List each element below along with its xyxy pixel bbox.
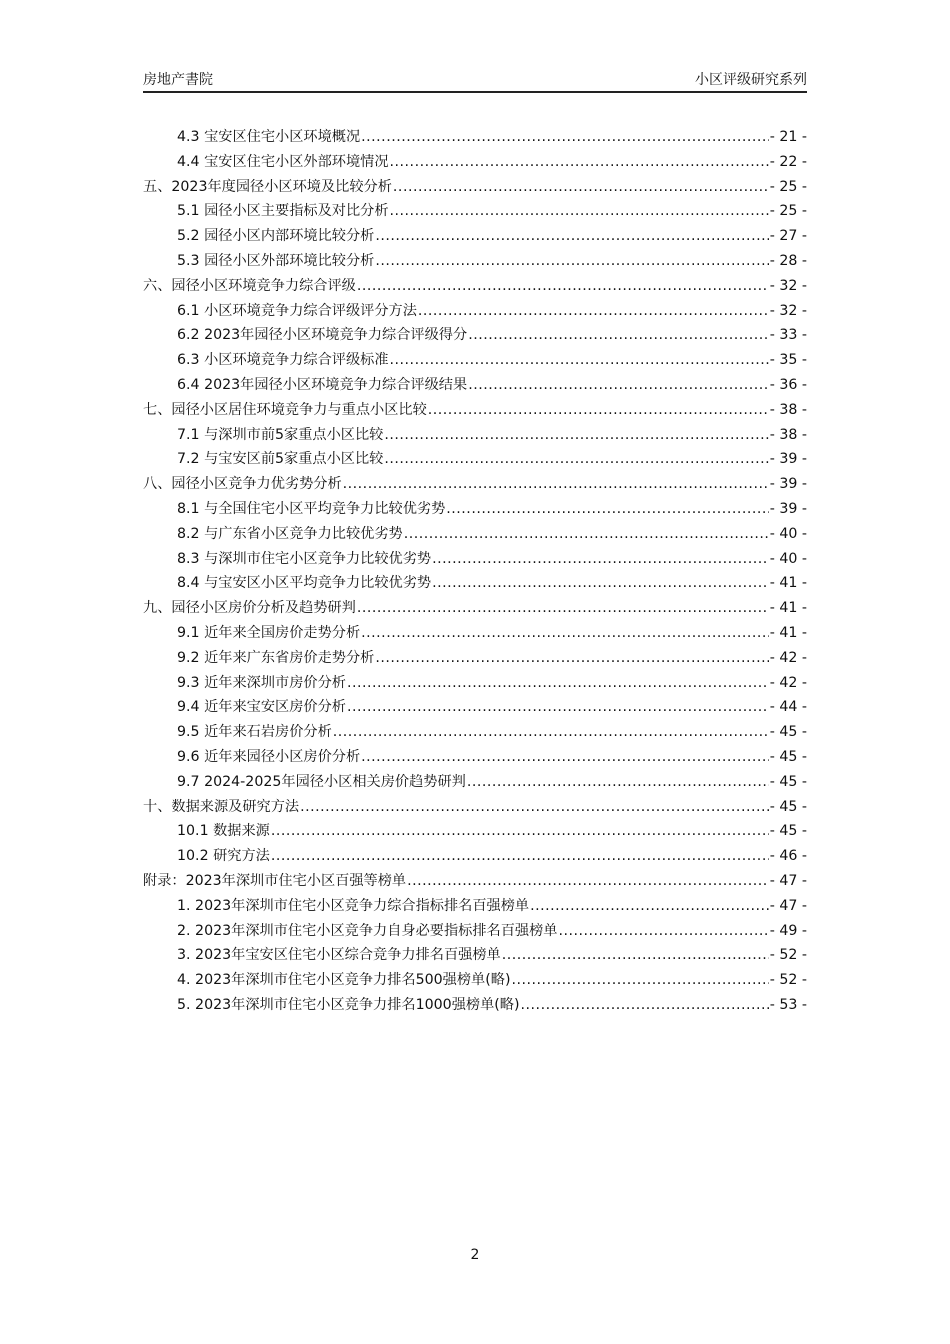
toc-dot-leader	[512, 968, 769, 993]
toc-entry-title: 2. 2023年深圳市住宅小区竞争力自身必要指标排名百强榜单	[177, 922, 558, 939]
toc-entry-page: - 32 -	[769, 302, 807, 319]
toc-dot-leader	[390, 150, 769, 175]
toc-entry[interactable]	[143, 919, 807, 944]
toc-dot-leader	[530, 894, 769, 919]
toc-entry-title: 6.1 小区环境竞争力综合评级评分方法	[177, 302, 417, 319]
toc-dot-leader	[343, 472, 769, 497]
toc-dot-leader	[271, 844, 769, 869]
toc-dot-leader	[432, 571, 769, 596]
toc-entry[interactable]	[143, 869, 807, 894]
toc-entry[interactable]	[143, 993, 807, 1018]
toc-entry-page: - 52 -	[769, 947, 807, 964]
toc-entry-page: - 46 -	[769, 848, 807, 865]
toc-entry[interactable]	[143, 175, 807, 200]
toc-entry-page: - 27 -	[769, 228, 807, 245]
toc-entry[interactable]	[143, 299, 807, 324]
toc-dot-leader	[502, 943, 769, 968]
toc-entry[interactable]	[143, 844, 807, 869]
toc-entry-page: - 45 -	[769, 748, 807, 765]
page-header	[143, 67, 807, 93]
toc-entry-title: 9.2 近年来广东省房价走势分析	[177, 649, 375, 666]
toc-entry[interactable]	[143, 472, 807, 497]
toc-entry[interactable]	[143, 150, 807, 175]
toc-entry-title: 七、园径小区居住环境竞争力与重点小区比较	[143, 401, 427, 418]
toc-dot-leader	[357, 596, 769, 621]
toc-entry-page: - 53 -	[769, 996, 807, 1013]
toc-entry[interactable]	[143, 894, 807, 919]
toc-entry-title: 8.1 与全国住宅小区平均竞争力比较优劣势	[177, 500, 446, 517]
toc-entry-page: - 49 -	[769, 922, 807, 939]
toc-entry-title: 3. 2023年宝安区住宅小区综合竞争力排名百强榜单	[177, 947, 501, 964]
toc-entry[interactable]	[143, 671, 807, 696]
toc-entry-page: - 38 -	[769, 401, 807, 418]
toc-dot-leader	[446, 497, 768, 522]
toc-entry-page: - 45 -	[769, 724, 807, 741]
toc-entry[interactable]	[143, 770, 807, 795]
toc-entry[interactable]	[143, 646, 807, 671]
toc-entry-title: 8.3 与深圳市住宅小区竞争力比较优劣势	[177, 550, 432, 567]
toc-entry-title: 九、园径小区房价分析及趋势研判	[143, 600, 356, 617]
toc-entry[interactable]	[143, 497, 807, 522]
toc-entry-page: - 32 -	[769, 277, 807, 294]
toc-entry[interactable]	[143, 720, 807, 745]
toc-entry[interactable]	[143, 819, 807, 844]
toc-entry-page: - 45 -	[769, 773, 807, 790]
toc-entry[interactable]	[143, 274, 807, 299]
toc-dot-leader	[384, 447, 768, 472]
toc-entry-title: 4. 2023年深圳市住宅小区竞争力排名500强榜单(略)	[177, 972, 511, 989]
toc-entry-page: - 41 -	[769, 600, 807, 617]
toc-entry-page: - 40 -	[769, 525, 807, 542]
toc-entry-page: - 42 -	[769, 649, 807, 666]
toc-entry-page: - 47 -	[769, 897, 807, 914]
toc-dot-leader	[428, 398, 769, 423]
toc-entry-page: - 41 -	[769, 624, 807, 641]
toc-entry-page: - 35 -	[769, 352, 807, 369]
toc-entry-title: 9.4 近年来宝安区房价分析	[177, 699, 346, 716]
toc-entry-title: 4.3 宝安区住宅小区环境概况	[177, 129, 361, 145]
toc-entry-title: 7.2 与宝安区前5家重点小区比较	[177, 451, 384, 468]
toc-entry[interactable]	[143, 249, 807, 274]
toc-entry[interactable]	[143, 596, 807, 621]
toc-entry[interactable]	[143, 547, 807, 572]
toc-dot-leader	[384, 423, 768, 448]
toc-entry[interactable]	[143, 423, 807, 448]
toc-dot-leader	[390, 348, 769, 373]
toc-entry-title: 8.2 与广东省小区竞争力比较优劣势	[177, 525, 403, 542]
toc-entry[interactable]	[143, 199, 807, 224]
toc-dot-leader	[432, 547, 769, 572]
toc-entry-page: - 41 -	[769, 575, 807, 592]
toc-entry-title: 10.1 数据来源	[177, 823, 270, 840]
toc-entry-title: 4.4 宝安区住宅小区外部环境情况	[177, 153, 389, 170]
toc-entry-title: 9.7 2024-2025年园径小区相关房价趋势研判	[177, 773, 466, 790]
toc-dot-leader	[361, 745, 769, 770]
toc-entry[interactable]	[143, 398, 807, 423]
toc-entry-page: - 40 -	[769, 550, 807, 567]
toc-entry-title: 5. 2023年深圳市住宅小区竞争力排名1000强榜单(略)	[177, 996, 520, 1013]
toc-entry-page: - 39 -	[769, 476, 807, 493]
toc-dot-leader	[300, 795, 769, 820]
toc-entry-title: 八、园径小区竞争力优劣势分析	[143, 476, 342, 493]
toc-entry[interactable]	[143, 571, 807, 596]
toc-entry-title: 6.4 2023年园径小区环境竞争力综合评级结果	[177, 376, 468, 393]
toc-entry-page: - 45 -	[769, 798, 807, 815]
toc-entry-page: - 25 -	[769, 178, 807, 195]
toc-dot-leader	[418, 299, 769, 324]
toc-dot-leader	[361, 125, 769, 150]
toc-entry-page: - 22 -	[769, 153, 807, 170]
toc-entry[interactable]	[143, 125, 807, 150]
toc-dot-leader	[271, 819, 769, 844]
toc-entry-page: - 36 -	[769, 376, 807, 393]
toc-entry-page: - 28 -	[769, 252, 807, 269]
toc-dot-leader	[361, 621, 769, 646]
toc-dot-leader	[375, 249, 768, 274]
toc-dot-leader	[375, 646, 768, 671]
toc-dot-leader	[468, 323, 769, 348]
toc-entry-page: - 52 -	[769, 972, 807, 989]
toc-entry-page: - 38 -	[769, 426, 807, 443]
toc-entry-title: 6.2 2023年园径小区环境竞争力综合评级得分	[177, 327, 468, 344]
toc-entry-title: 1. 2023年深圳市住宅小区竞争力综合指标排名百强榜单	[177, 897, 530, 914]
toc-entry-page: - 39 -	[769, 451, 807, 468]
toc-entry-page: - 42 -	[769, 674, 807, 691]
toc-entry-title: 五、2023年度园径小区环境及比较分析	[143, 178, 392, 195]
toc-dot-leader	[404, 522, 769, 547]
toc-entry-title: 9.5 近年来石岩房价分析	[177, 724, 332, 741]
toc-entry-title: 5.3 园径小区外部环境比较分析	[177, 252, 375, 269]
toc-dot-leader	[407, 869, 769, 894]
toc-entry[interactable]	[143, 621, 807, 646]
toc-entry[interactable]	[143, 447, 807, 472]
toc-entry-title: 9.1 近年来全国房价走势分析	[177, 624, 361, 641]
toc-entry[interactable]	[143, 745, 807, 770]
toc-dot-leader	[558, 919, 768, 944]
toc-dot-leader	[347, 671, 769, 696]
toc-entry-page: - 33 -	[769, 327, 807, 344]
toc-dot-leader	[467, 770, 769, 795]
toc-dot-leader	[347, 695, 769, 720]
table-of-contents	[143, 125, 807, 1018]
toc-entry[interactable]	[143, 695, 807, 720]
toc-entry[interactable]	[143, 522, 807, 547]
toc-dot-leader	[468, 373, 769, 398]
toc-entry-title: 十、数据来源及研究方法	[143, 798, 300, 815]
toc-dot-leader	[393, 175, 769, 200]
toc-entry-title: 10.2 研究方法	[177, 848, 270, 865]
toc-entry-title: 5.1 园径小区主要指标及对比分析	[177, 203, 389, 220]
toc-entry-page: - 45 -	[769, 823, 807, 840]
toc-entry-title: 9.6 近年来园径小区房价分析	[177, 748, 361, 765]
toc-entry[interactable]	[143, 795, 807, 820]
toc-entry-page: - 39 -	[769, 500, 807, 517]
page-number: 2	[470, 1247, 480, 1263]
toc-entry-title: 6.3 小区环境竞争力综合评级标准	[177, 352, 389, 369]
toc-entry-page: - 44 -	[769, 699, 807, 716]
toc-entry-page: - 25 -	[769, 203, 807, 220]
toc-entry[interactable]	[143, 224, 807, 249]
toc-dot-leader	[333, 720, 769, 745]
toc-entry[interactable]	[143, 943, 807, 968]
toc-dot-leader	[375, 224, 768, 249]
toc-entry-title: 9.3 近年来深圳市房价分析	[177, 674, 346, 691]
toc-entry[interactable]	[143, 968, 807, 993]
toc-entry-title: 7.1 与深圳市前5家重点小区比较	[177, 426, 384, 443]
toc-dot-leader	[521, 993, 769, 1018]
toc-entry-title: 5.2 园径小区内部环境比较分析	[177, 228, 375, 245]
toc-entry[interactable]	[143, 348, 807, 373]
toc-dot-leader	[357, 274, 769, 299]
toc-entry-title: 8.4 与宝安区小区平均竞争力比较优劣势	[177, 575, 432, 592]
toc-entry-page: - 21 -	[769, 129, 807, 145]
header-series: 小区评级研究系列	[695, 72, 807, 88]
header-publisher: 房地产書院	[143, 72, 213, 88]
toc-dot-leader	[390, 199, 769, 224]
toc-entry-title: 六、园径小区环境竞争力综合评级	[143, 277, 356, 294]
toc-entry[interactable]	[143, 323, 807, 348]
toc-entry[interactable]	[143, 373, 807, 398]
toc-entry-title: 附录：2023年深圳市住宅小区百强等榜单	[143, 872, 407, 889]
toc-entry-page: - 47 -	[769, 872, 807, 889]
